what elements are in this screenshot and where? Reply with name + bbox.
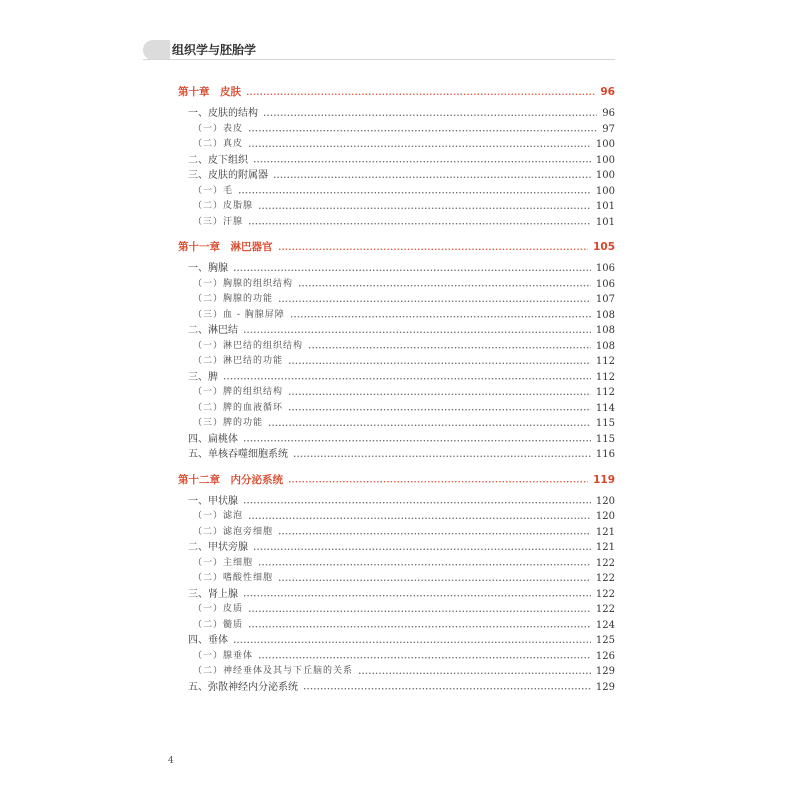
toc-subsection-entry-page-number: 122: [595, 573, 615, 584]
toc-subsection-entry: [178, 509, 615, 525]
toc-section-entry-label: 二、淋巴结: [188, 325, 238, 336]
dot-leader: [248, 509, 591, 525]
toc-subsection-entry: [178, 556, 615, 572]
toc-section-entry-page-number: 129: [595, 681, 615, 693]
toc-chapter-section: [178, 473, 615, 696]
dot-leader: [288, 473, 588, 489]
toc-subsection-entry-page-number: 101: [595, 201, 615, 212]
toc-subsection-entry-label: （三）血 - 胸腺屏障: [193, 309, 285, 320]
toc-subsection-entry-page-number: 100: [595, 185, 615, 197]
dot-leader: [243, 432, 591, 448]
dot-leader: [248, 618, 591, 634]
toc-chapter-section: [178, 85, 615, 230]
toc-subsection-entry-page-number: 112: [595, 356, 615, 367]
dot-leader: [248, 137, 591, 153]
toc-subsection-entry-label: （二）皮脂腺: [193, 201, 254, 211]
toc-section-entry: [178, 370, 615, 386]
dot-leader: [258, 199, 591, 215]
toc-subsection-entry: [178, 401, 615, 417]
toc-section-entry-label: 一、皮肤的结构: [188, 108, 258, 119]
toc-section-entry-page-number: 106: [595, 263, 615, 274]
dot-leader: [243, 494, 591, 510]
toc-section-entry-page-number: 120: [595, 495, 615, 507]
dot-leader: [246, 85, 595, 101]
dot-leader: [358, 664, 591, 680]
toc-section-entry-page-number: 125: [595, 635, 615, 646]
toc-subsection-entry-label: （二）神经垂体及其与下丘脑的关系: [193, 666, 354, 676]
toc-section-entry: [178, 447, 615, 463]
toc-chapter-heading-page-number: 105: [593, 241, 615, 253]
toc-section-entry: [178, 432, 615, 448]
dot-leader: [243, 587, 591, 603]
toc-subsection-entry-label: （二）髓质: [193, 619, 244, 630]
toc-subsection-entry: [178, 137, 615, 153]
dot-leader: [278, 525, 591, 541]
toc-section-entry-label: 三、脾: [188, 371, 218, 383]
toc-subsection-entry: [178, 385, 615, 401]
toc-subsection-entry-label: （一）毛: [193, 185, 234, 196]
toc-subsection-entry: [178, 664, 615, 680]
toc-section-entry: [178, 494, 615, 510]
dot-leader: [308, 339, 591, 355]
header-tab-decoration: [143, 40, 170, 60]
toc-subsection-entry-label: （三）脾的功能: [193, 418, 264, 428]
toc-subsection-entry-label: （二）胸腺的功能: [193, 294, 274, 304]
dot-leader: [248, 215, 591, 231]
toc-subsection-entry: [178, 184, 615, 200]
toc-subsection-entry: [178, 416, 615, 432]
dot-leader: [253, 540, 591, 556]
toc-section-entry-page-number: 115: [595, 433, 615, 445]
toc-section-entry-label: 四、扁桃体: [188, 433, 238, 445]
toc-section-entry-label: 二、甲状旁腺: [188, 542, 248, 553]
toc-subsection-entry-page-number: 122: [595, 604, 615, 615]
toc-section-entry-page-number: 121: [595, 542, 615, 553]
dot-leader: [248, 122, 597, 138]
dot-leader: [233, 261, 591, 277]
toc-section-entry-page-number: 100: [595, 154, 615, 166]
toc-section-entry-label: 五、弥散神经内分泌系统: [188, 681, 298, 693]
toc-subsection-entry-page-number: 100: [595, 139, 615, 150]
toc-subsection-entry-page-number: 108: [595, 340, 615, 352]
dot-leader: [233, 633, 591, 649]
page-number: 4: [168, 756, 174, 766]
toc-section-entry-label: 一、甲状腺: [188, 495, 238, 507]
toc-section-entry: [178, 540, 615, 556]
dot-leader: [238, 184, 591, 200]
toc-chapter-heading: [178, 85, 615, 101]
toc-subsection-entry-page-number: 121: [595, 526, 615, 538]
dot-leader: [273, 168, 591, 184]
toc-subsection-entry-page-number: 107: [595, 294, 615, 305]
toc-subsection-entry: [178, 354, 615, 370]
dot-leader: [288, 385, 591, 401]
toc-chapter-heading: [178, 240, 615, 256]
toc-subsection-entry: [178, 215, 615, 231]
toc-subsection-entry-label: （一）主细胞: [193, 557, 254, 568]
toc-subsection-entry: [178, 292, 615, 308]
toc-subsection-entry: [178, 571, 615, 587]
dot-leader: [293, 447, 591, 463]
toc-section-entry-page-number: 100: [595, 170, 615, 181]
toc-section-entry: [178, 106, 615, 122]
toc-subsection-entry-page-number: 112: [595, 387, 615, 398]
toc-subsection-entry: [178, 277, 615, 293]
dot-leader: [268, 416, 591, 432]
toc-subsection-entry: [178, 199, 615, 215]
toc-section-entry-label: 一、胸腺: [188, 263, 228, 274]
toc-subsection-entry-page-number: 114: [595, 402, 615, 414]
dot-leader: [248, 602, 591, 618]
toc-subsection-entry-page-number: 101: [595, 216, 615, 228]
toc-section-entry-page-number: 116: [595, 449, 615, 460]
table-of-contents: [178, 85, 615, 695]
dot-leader: [303, 680, 591, 696]
toc-subsection-entry-page-number: 126: [595, 650, 615, 662]
dot-leader: [263, 106, 597, 122]
toc-subsection-entry-label: （一）胸腺的组织结构: [193, 278, 294, 289]
toc-subsection-entry-label: （二）滤泡旁细胞: [193, 526, 274, 537]
dot-leader: [278, 571, 591, 587]
toc-subsection-entry-label: （二）真皮: [193, 139, 244, 149]
toc-chapter-heading-label: 第十章 皮肤: [178, 86, 241, 98]
toc-subsection-entry-label: （一）滤泡: [193, 511, 244, 521]
toc-subsection-entry: [178, 339, 615, 355]
toc-chapter-heading-label: 第十一章 淋巴器官: [178, 241, 273, 253]
dot-leader: [288, 354, 591, 370]
toc-chapter-heading-page-number: 96: [600, 86, 615, 98]
toc-section-entry-label: 二、皮下组织: [188, 154, 248, 166]
toc-section-entry-label: 四、垂体: [188, 635, 228, 646]
toc-subsection-entry-label: （二）脾的血液循环: [193, 402, 284, 413]
toc-section-entry-label: 三、皮肤的附属器: [188, 170, 268, 181]
dot-leader: [243, 323, 591, 339]
toc-section-entry: [178, 633, 615, 649]
dot-leader: [290, 308, 591, 324]
toc-chapter-heading: [178, 473, 615, 489]
dot-leader: [258, 556, 591, 572]
dot-leader: [253, 153, 591, 169]
toc-section-entry-page-number: 112: [595, 371, 615, 383]
running-header-title: 组织学与胚胎学: [172, 43, 257, 57]
toc-subsection-entry-page-number: 120: [595, 511, 615, 522]
toc-chapter-heading-label: 第十二章 内分泌系统: [178, 473, 283, 486]
header-rule: [143, 59, 615, 60]
toc-section-entry: [178, 323, 615, 339]
dot-leader: [288, 401, 591, 417]
toc-section-entry-label: 三、肾上腺: [188, 588, 238, 600]
toc-subsection-entry-label: （一）皮质: [193, 604, 244, 614]
toc-subsection-entry-label: （一）淋巴结的组织结构: [193, 340, 304, 351]
toc-subsection-entry-page-number: 97: [602, 123, 615, 135]
toc-subsection-entry-page-number: 129: [595, 666, 615, 677]
toc-subsection-entry: [178, 602, 615, 618]
toc-section-entry: [178, 168, 615, 184]
toc-subsection-entry-label: （二）嗜酸性细胞: [193, 573, 274, 583]
toc-subsection-entry: [178, 525, 615, 541]
toc-section-entry: [178, 587, 615, 603]
dot-leader: [278, 292, 591, 308]
toc-subsection-entry-page-number: 106: [595, 278, 615, 290]
toc-subsection-entry-page-number: 124: [595, 619, 615, 631]
toc-section-entry-page-number: 108: [595, 325, 615, 336]
dot-leader: [298, 277, 591, 293]
toc-subsection-entry: [178, 618, 615, 634]
toc-subsection-entry-label: （二）淋巴结的功能: [193, 356, 284, 366]
toc-chapter-heading-page-number: 119: [593, 473, 615, 486]
toc-subsection-entry-page-number: 122: [595, 557, 615, 569]
toc-section-entry-page-number: 96: [602, 108, 615, 119]
dot-leader: [278, 240, 589, 256]
toc-section-entry-label: 五、单核吞噬细胞系统: [188, 449, 288, 460]
toc-section-entry-page-number: 122: [595, 588, 615, 600]
toc-section-entry: [178, 261, 615, 277]
toc-subsection-entry-page-number: 115: [595, 418, 615, 429]
dot-leader: [258, 649, 591, 665]
toc-section-entry: [178, 680, 615, 696]
toc-subsection-entry-label: （一）脾的组织结构: [193, 387, 284, 397]
toc-subsection-entry-label: （一）腺垂体: [193, 650, 254, 661]
toc-subsection-entry: [178, 308, 615, 324]
toc-subsection-entry: [178, 649, 615, 665]
toc-subsection-entry-label: （三）汗腺: [193, 216, 244, 227]
toc-subsection-entry: [178, 122, 615, 138]
toc-subsection-entry-label: （一）表皮: [193, 123, 244, 134]
dot-leader: [223, 370, 591, 386]
toc-section-entry: [178, 153, 615, 169]
toc-subsection-entry-page-number: 108: [595, 309, 615, 321]
toc-chapter-section: [178, 240, 615, 463]
